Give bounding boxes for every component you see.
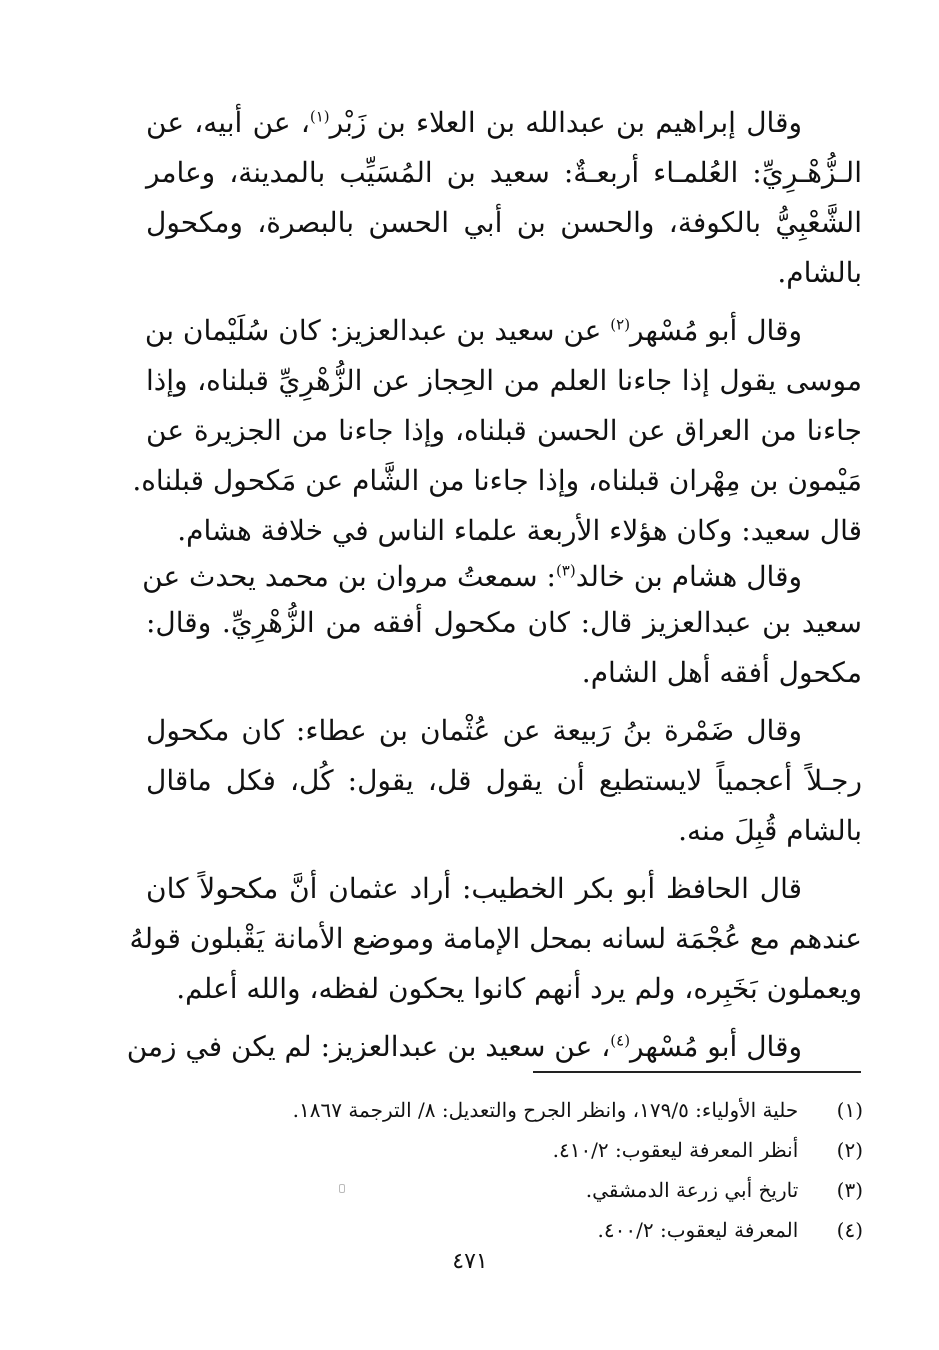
- page-number: ٤٧١: [452, 1249, 488, 1274]
- footnote-text: تاريخ أبي زرعة الدمشقي.: [585, 1178, 799, 1202]
- footnote-ref: (١): [309, 107, 330, 126]
- text-line: قال الحافظ أبو بكر الخطيب: أراد عثمان أنَّ مكحولاً كان: [146, 872, 802, 905]
- text-line: بالشام.: [777, 256, 862, 289]
- footnotes: [220, 1090, 863, 1250]
- footnote-ref: (٢): [610, 315, 631, 334]
- footnote-text: حلية الأولياء: ١٧٩/٥، وانظر الجرح والتعديل: ٨/ الترجمة ١٨٦٧.: [292, 1098, 799, 1122]
- text-line: قال سعيد: وكان هؤلاء الأربعة علماء الناس في خلافة هشام.: [177, 514, 862, 547]
- text-line: سعيد بن عبدالعزيز قال: كان مكحول أفقه من الزُّهْرِيِّ. وقال:: [146, 606, 862, 639]
- footnote-number: (٢): [836, 1138, 863, 1162]
- line-text: وقال هشام بن خالد: [575, 560, 802, 593]
- footnote: [220, 1210, 863, 1250]
- text-line: الشَّعْبِيُّ بالكوفة، والحسن بن أبي الحسن بالبصرة، ومكحول: [146, 206, 862, 239]
- footnote: [220, 1170, 863, 1210]
- footnote-ref: (٤): [610, 1031, 631, 1050]
- footnote-number: (٤): [836, 1218, 863, 1242]
- line-text: وقال أبو مُسْهر: [630, 314, 802, 347]
- line-text: وقال أبو مُسْهر: [630, 1030, 802, 1063]
- main-text: [126, 98, 862, 1072]
- text-line: موسى يقول إذا جاءنا العلم من الحِجاز عن الزُّهْرِيِّ قبلناه، وإذا: [146, 364, 862, 397]
- footnote: [220, 1090, 863, 1130]
- line-text-tail: ، عن سعيد بن عبدالعزيز: لم يكن في زمن: [126, 1030, 611, 1063]
- text-line: ويعملون بَخَبِره، ولم يرد أنهم كانوا يحكون لفظه، والله أعلم.: [176, 972, 862, 1005]
- line-text-tail: عن سعيد بن عبدالعزيز: كان سُلَيْمان بن: [144, 314, 611, 347]
- text-line: وقال ضَمْرة بنُ رَبيعة عن عُثْمان بن عطاء: كان مكحول: [146, 714, 802, 747]
- text-line: مَيْمون بن مِهْران قبلناه، وإذا جاءنا من الشَّام عن مَكحول قبلناه.: [132, 464, 862, 497]
- text-line: [146, 98, 862, 148]
- text-line: مكحول أفقه أهل الشام.: [581, 656, 862, 689]
- footnote-text: أنظر المعرفة ليعقوب: ٤١٠/٢.: [552, 1138, 799, 1162]
- text-line: الـزُّهْـرِيِّ: العُلمـاء أربعـةٌ: سعيد بن المُسَيِّب بالمدينة، وعامر: [146, 156, 862, 189]
- line-text-tail: : سمعتُ مروان بن محمد يحدث عن: [142, 560, 556, 593]
- text-line: [126, 1022, 862, 1072]
- text-line: عندهم مع عُجْمَة لسانه بمحل الإمامة وموضع الأمانة يَقْبلون قولهُ: [129, 922, 862, 955]
- footnote: [220, 1130, 863, 1170]
- text-line: جاءنا من العراق عن الحسن قبلناه، وإذا جاءنا من الجزيرة عن: [146, 414, 862, 447]
- scan-speck: [339, 1184, 345, 1193]
- text-line: بالشام قُبِلَ منه.: [678, 814, 862, 847]
- line-text-tail: ، عن أبيه، عن: [146, 106, 310, 139]
- text-line: رجـلاً أعجمياً لايستطيع أن يقول قل، يقول: كُل، فكل ماقال: [146, 764, 862, 797]
- footnote-ref: (٣): [555, 561, 576, 580]
- footnote-number: (١): [836, 1098, 863, 1122]
- footnote-separator: [533, 1071, 861, 1073]
- line-text: وقال إبراهيم بن عبدالله بن العلاء بن زَبْر: [329, 106, 802, 139]
- footnote-text: المعرفة ليعقوب: ٤٠٠/٢.: [597, 1218, 799, 1242]
- footnote-number: (٣): [836, 1178, 863, 1202]
- text-line: [142, 556, 862, 598]
- text-line: [146, 306, 862, 356]
